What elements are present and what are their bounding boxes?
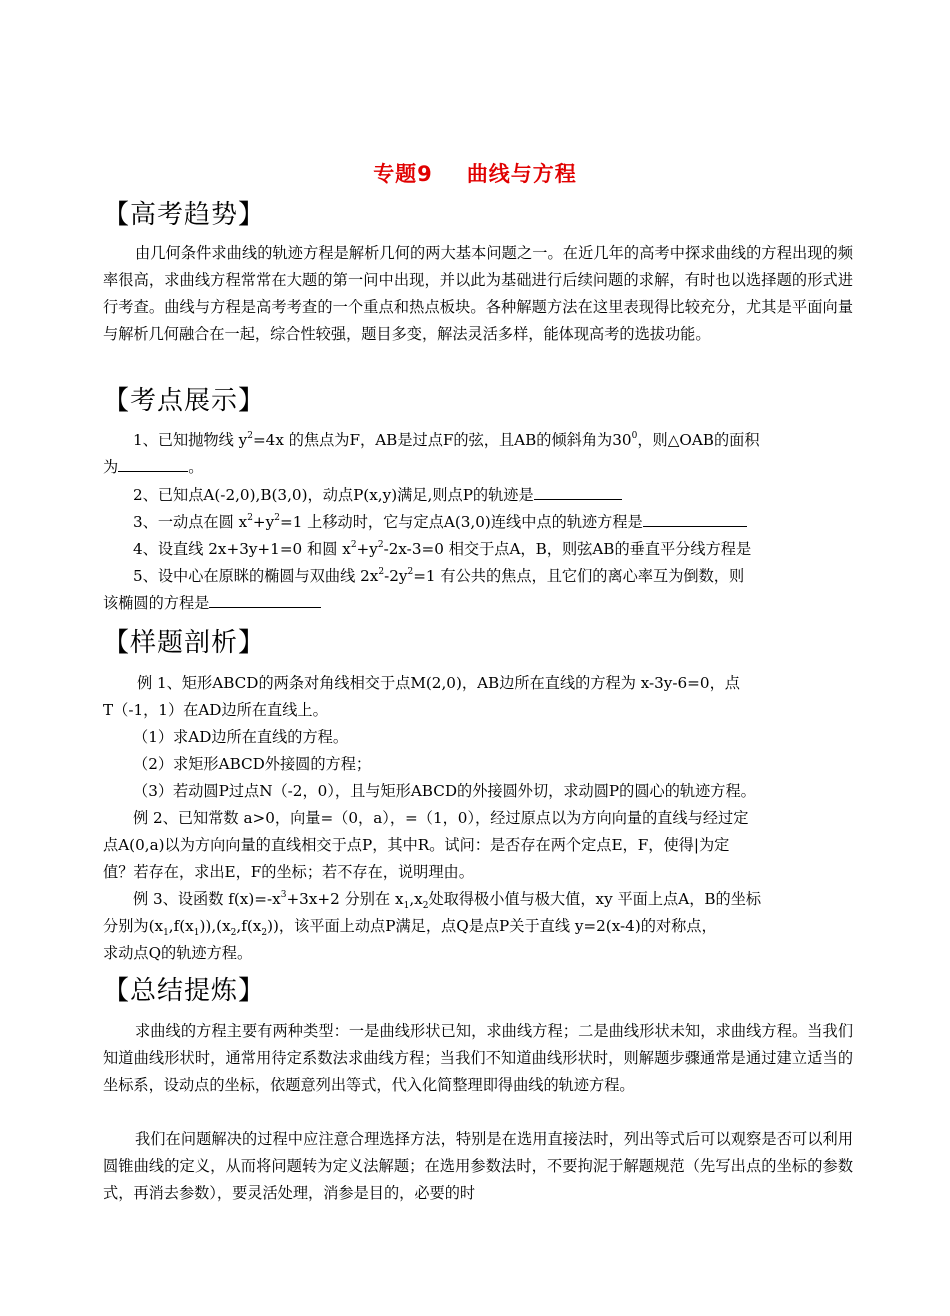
question-1-line-2: 为 。 [103,458,204,476]
example-2-line-3: 值？若存在，求出E，F的坐标；若不存在，说明理由。 [103,863,474,881]
answer-blank[interactable] [643,511,747,527]
example-1-part-2: （2）求矩形ABCD外接圆的方程； [133,755,372,773]
question-4: 4、设直线 2x+3y+1=0 和圆 $x^2+y^2-2x-3=0$ 相交于点A，B，则弦AB的垂直平分线方程是 [133,540,752,558]
example-1-part-1: （1）求AD边所在直线的方程。 [133,728,349,746]
example-1-line-2: T（-1，1）在AD边所在直线上。 [103,701,328,719]
section-heading-trend: 【高考趋势】 [103,200,266,230]
title-number: 专题9 [373,162,433,186]
title-text: 曲线与方程 [466,162,577,186]
example-3-line-1: 例 3、设函数 $f(x)=-x^3+3x+2$ 分别在 $x_1,x_2$处取得极小值与极大值，xy 平面上点A，B的坐标 [133,890,762,912]
section-heading-examples: 【样题剖析】 [103,628,266,658]
question-5-line-1: 5、设中心在原眯的椭圆与双曲线 $2x^2-2y^2=1$ 有公共的焦点，且它们的离心率互为倒数，则 [133,567,745,585]
section-heading-summary: 【总结提炼】 [103,976,266,1006]
page-title [0,158,950,188]
section-heading-points: 【考点展示】 [103,386,266,416]
question-1-line-1: 1、已知抛物线 $y^2=4x$ 的焦点为F，AB是过点F的弦，且AB的倾斜角为$30^0$，则△OAB的面积 [133,431,760,449]
summary-paragraph-2: 我们在问题解决的过程中应注意合理选择方法，特别是在选用直接法时，列出等式后可以观察是否可以利用圆锥曲线的定义，从而将问题转为定义法解题；在选用参数法时，不要拘泥于解题规范（先写出点的坐标的参数式，再消去参数），要灵活处理，消参是目的，必要的时 [103,1130,853,1202]
example-3-line-3: 求动点Q的轨迹方程。 [103,944,253,962]
example-2-line-2: 点A(0,a)以为方向向量的直线相交于点P，其中R。试问：是否存在两个定点E，F，使得|为定 [103,836,730,854]
question-5-line-2: 该椭圆的方程是 [103,590,863,617]
example-3-line-2: 分别为$(x_1,f(x_1)),(x_2,f(x_2))$，该平面上动点P满足，点Q是点P关于直线 y=2(x-4)的对称点， [103,917,717,939]
question-3: 3、一动点在圆 $x^2+y^2=1$ 上移动时，它与定点A(3,0)连线中点的轨迹方程是 [103,509,863,536]
example-2-line-1: 例 2、已知常数 a>0，向量=（0，a），=（1，0），经过原点以为方向向量的直线与经过定 [133,809,749,827]
answer-blank[interactable] [118,456,188,472]
example-1-part-3: （3）若动圆P过点N（-2，0），且与矩形ABCD的外接圆外切，求动圆P的圆心的轨迹方程。 [133,782,756,800]
example-1-line-1: 例 1、矩形ABCD的两条对角线相交于点M(2,0)，AB边所在直线的方程为 x-3y-6=0，点 [137,674,740,692]
answer-blank[interactable] [209,592,321,608]
summary-paragraph-1: 求曲线的方程主要有两种类型：一是曲线形状已知，求曲线方程；二是曲线形状未知，求曲线方程。当我们知道曲线形状时，通常用待定系数法求曲线方程；当我们不知道曲线形状时，则解题步骤通常是通过建立适当的坐标系，设动点的坐标，依题意列出等式，代入化简整理即得曲线的轨迹方程。 [103,1022,853,1094]
answer-blank[interactable] [534,484,622,500]
trend-paragraph: 由几何条件求曲线的轨迹方程是解析几何的两大基本问题之一。在近几年的高考中探求曲线的方程出现的频率很高，求曲线方程常常在大题的第一问中出现，并以此为基础进行后续问题的求解，有时也以选择题的形式进行考查。曲线与方程是高考考查的一个重点和热点板块。各种解题方法在这里表现得比较充分，尤其是平面向量与解析几何融合在一起，综合性较强，题目多变，解法灵活多样，能体现高考的选拔功能。 [103,244,853,343]
question-2: 2、已知点A(-2,0),B(3,0)，动点P(x,y)满足,则点P的轨迹是 [103,482,863,509]
